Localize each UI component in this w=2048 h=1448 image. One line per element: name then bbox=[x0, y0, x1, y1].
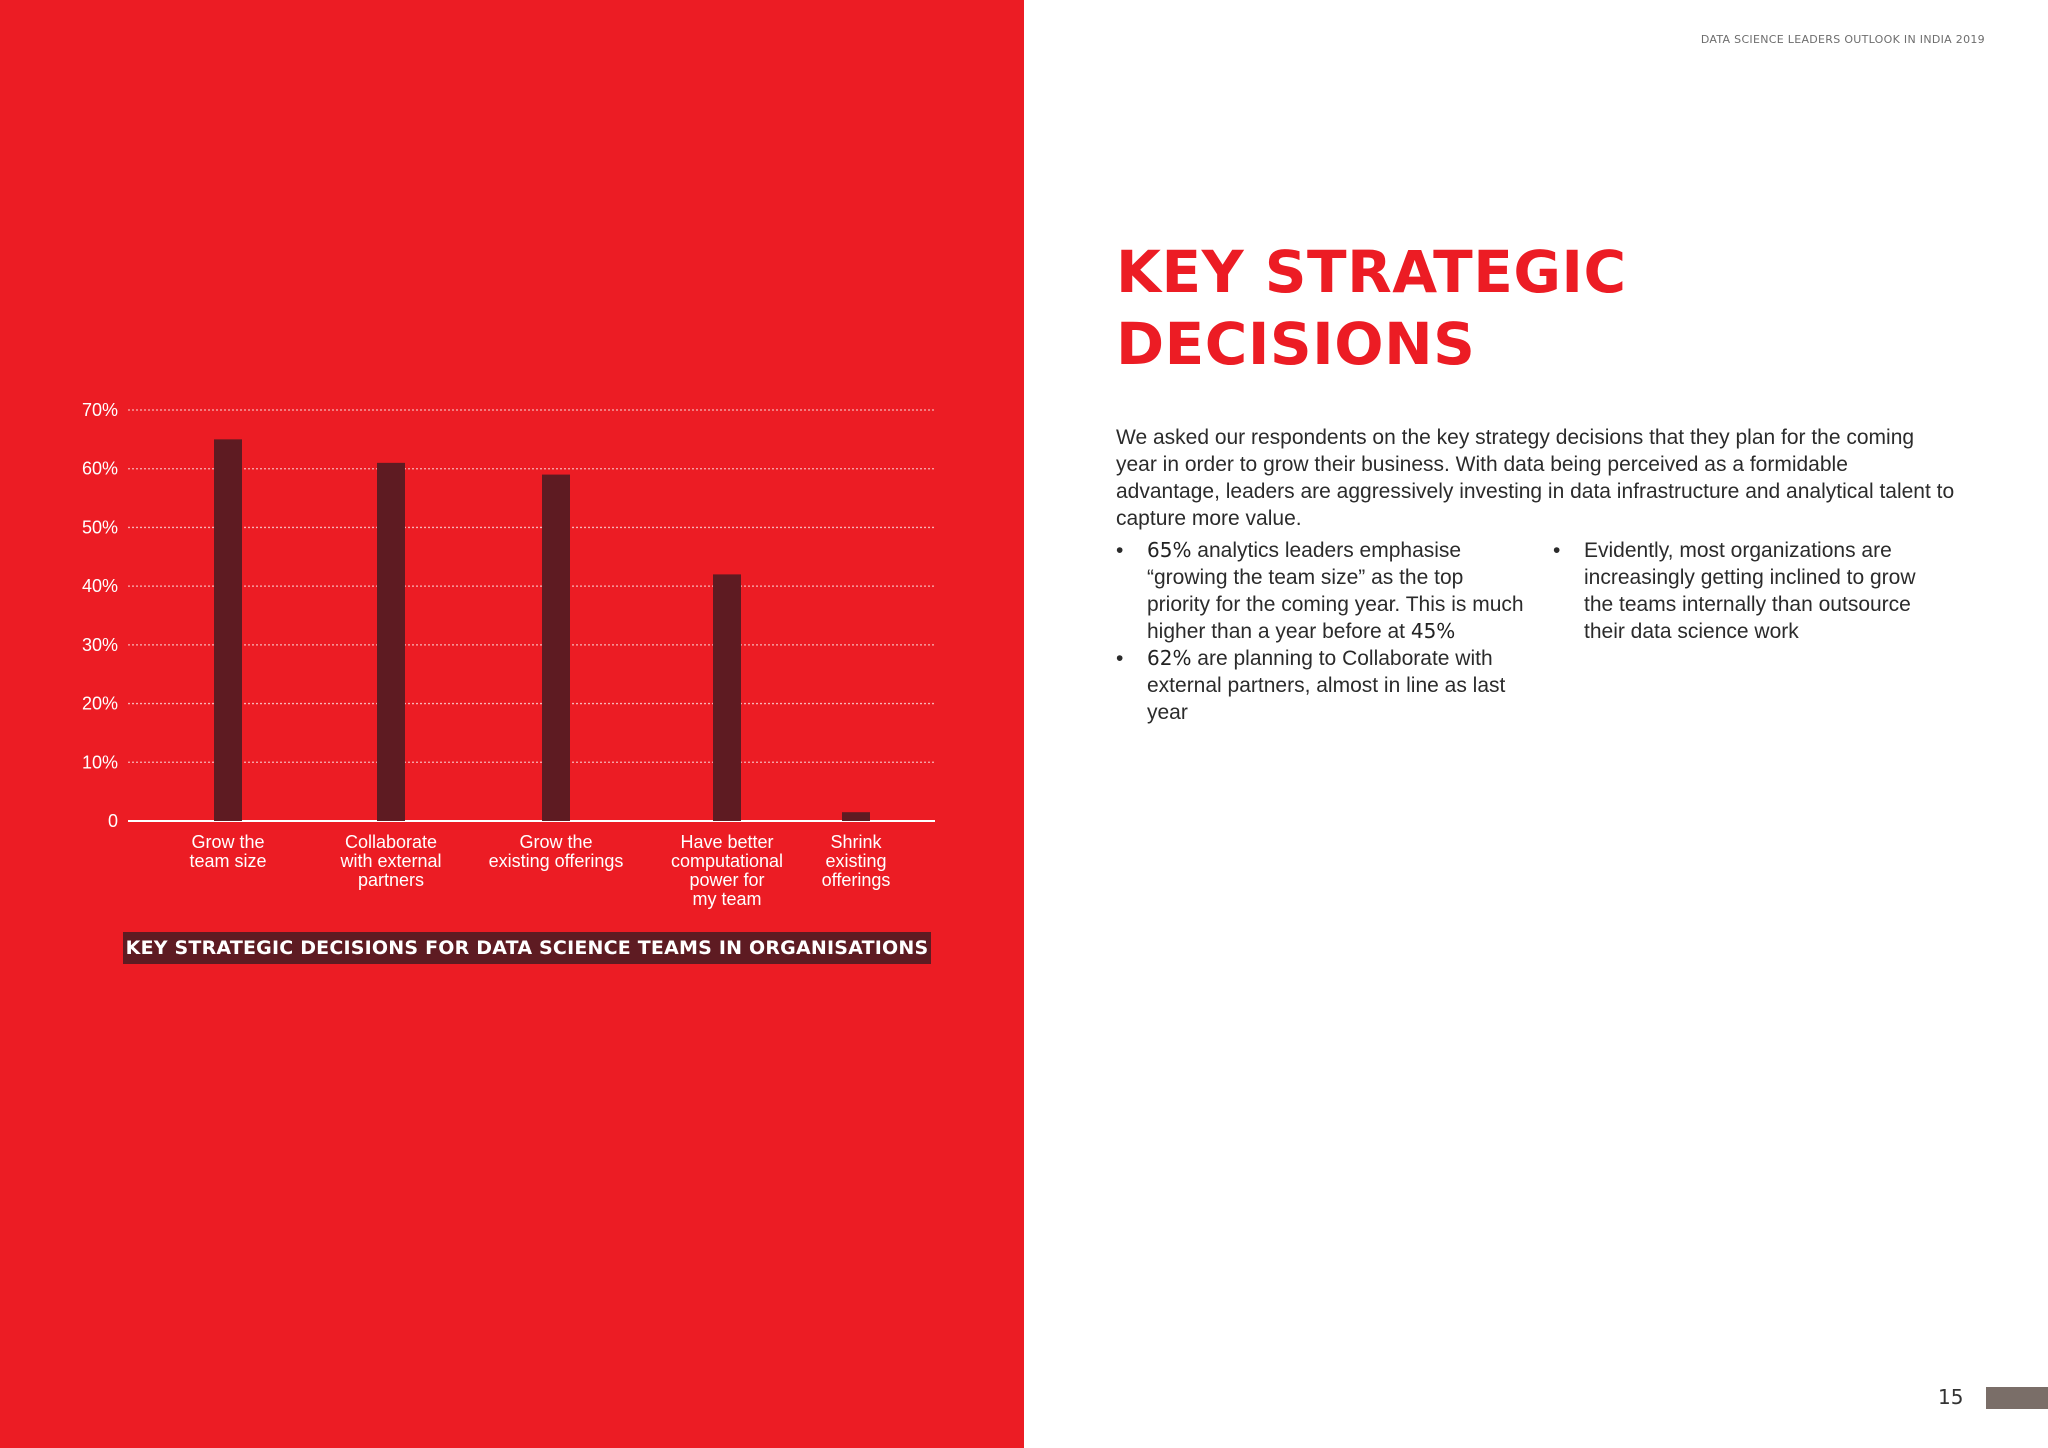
x-tick-label bbox=[489, 832, 624, 871]
bullet-stat-end: 45% bbox=[1410, 619, 1456, 643]
bullet-stat: 65% bbox=[1147, 538, 1192, 562]
x-tick-label-line: with external bbox=[340, 851, 442, 871]
bullet-list-left bbox=[1116, 537, 1526, 726]
x-tick-label bbox=[671, 832, 783, 909]
x-tick-label-line: Shrink bbox=[830, 832, 882, 852]
y-tick-label: 40% bbox=[81, 576, 118, 597]
bullet-item bbox=[1553, 537, 1933, 645]
bar bbox=[214, 439, 242, 821]
x-tick-label-line: power for bbox=[689, 870, 765, 890]
bullet-stat: 62% bbox=[1147, 646, 1192, 670]
bar bbox=[542, 475, 570, 821]
y-tick-label: 30% bbox=[81, 634, 118, 655]
y-tick-label: 60% bbox=[81, 458, 118, 479]
page-title-line-1: KEY STRATEGIC bbox=[1116, 238, 1627, 306]
bullet-text: Evidently, most organizations are increasingly getting inclined to grow the teams internally than outsource their data science work bbox=[1584, 539, 1916, 643]
bar-chart bbox=[0, 380, 1024, 920]
y-tick-label: 70% bbox=[81, 400, 118, 420]
x-tick-label-line: team size bbox=[189, 851, 267, 871]
x-tick-label-line: offerings bbox=[821, 870, 891, 890]
bar bbox=[842, 812, 870, 821]
x-tick-label bbox=[339, 832, 441, 890]
page-tab-decoration bbox=[1986, 1387, 2048, 1409]
x-tick-label-line: Grow the bbox=[519, 832, 593, 852]
page-title-line-2: DECISIONS bbox=[1116, 310, 1476, 378]
x-tick-label-line: existing offerings bbox=[488, 851, 624, 871]
y-tick-label: 10% bbox=[81, 752, 118, 773]
bullet-text: are planning to Collaborate with external partners, almost in line as last year bbox=[1147, 647, 1506, 724]
y-tick-label: 0 bbox=[107, 811, 118, 831]
bullet-text: analytics leaders emphasise “growing the team size” as the top priority for the coming year. This is much higher than a year before at bbox=[1147, 539, 1524, 643]
x-tick-label-line: Grow the bbox=[191, 832, 265, 852]
chart-title: KEY STRATEGIC DECISIONS FOR DATA SCIENCE TEAMS IN ORGANISATIONS bbox=[123, 932, 931, 964]
y-tick-label: 50% bbox=[81, 517, 118, 538]
running-head: DATA SCIENCE LEADERS OUTLOOK IN INDIA 2019 bbox=[1700, 33, 1985, 46]
x-tick-label-line: existing bbox=[825, 851, 887, 871]
bar bbox=[713, 574, 741, 821]
x-tick-label-line: Collaborate bbox=[344, 832, 438, 852]
page-number: 15 bbox=[1938, 1385, 1964, 1409]
x-tick-label-line: partners bbox=[357, 870, 425, 890]
x-tick-label bbox=[822, 832, 891, 890]
bullet-icon: • bbox=[1553, 539, 1561, 562]
bullet-icon: • bbox=[1116, 539, 1124, 562]
bullet-item bbox=[1116, 645, 1526, 726]
x-tick-label-line: my team bbox=[692, 889, 762, 909]
bullet-list-right bbox=[1553, 537, 1933, 645]
bar bbox=[377, 463, 405, 821]
bullet-item bbox=[1116, 537, 1526, 645]
x-tick-label-line: computational bbox=[670, 851, 784, 871]
bullet-icon: • bbox=[1116, 647, 1124, 670]
intro-paragraph: We asked our respondents on the key strategy decisions that they plan for the coming year in order to grow their business. With data being perceived as a formidable advantage, leaders are aggressively investing in data infrastructure and analytical talent to capture more value. bbox=[1116, 426, 1955, 530]
x-tick-label-line: Have better bbox=[680, 832, 774, 852]
x-tick-label bbox=[189, 832, 266, 871]
page-title bbox=[1116, 236, 1627, 380]
y-tick-label: 20% bbox=[81, 693, 118, 714]
